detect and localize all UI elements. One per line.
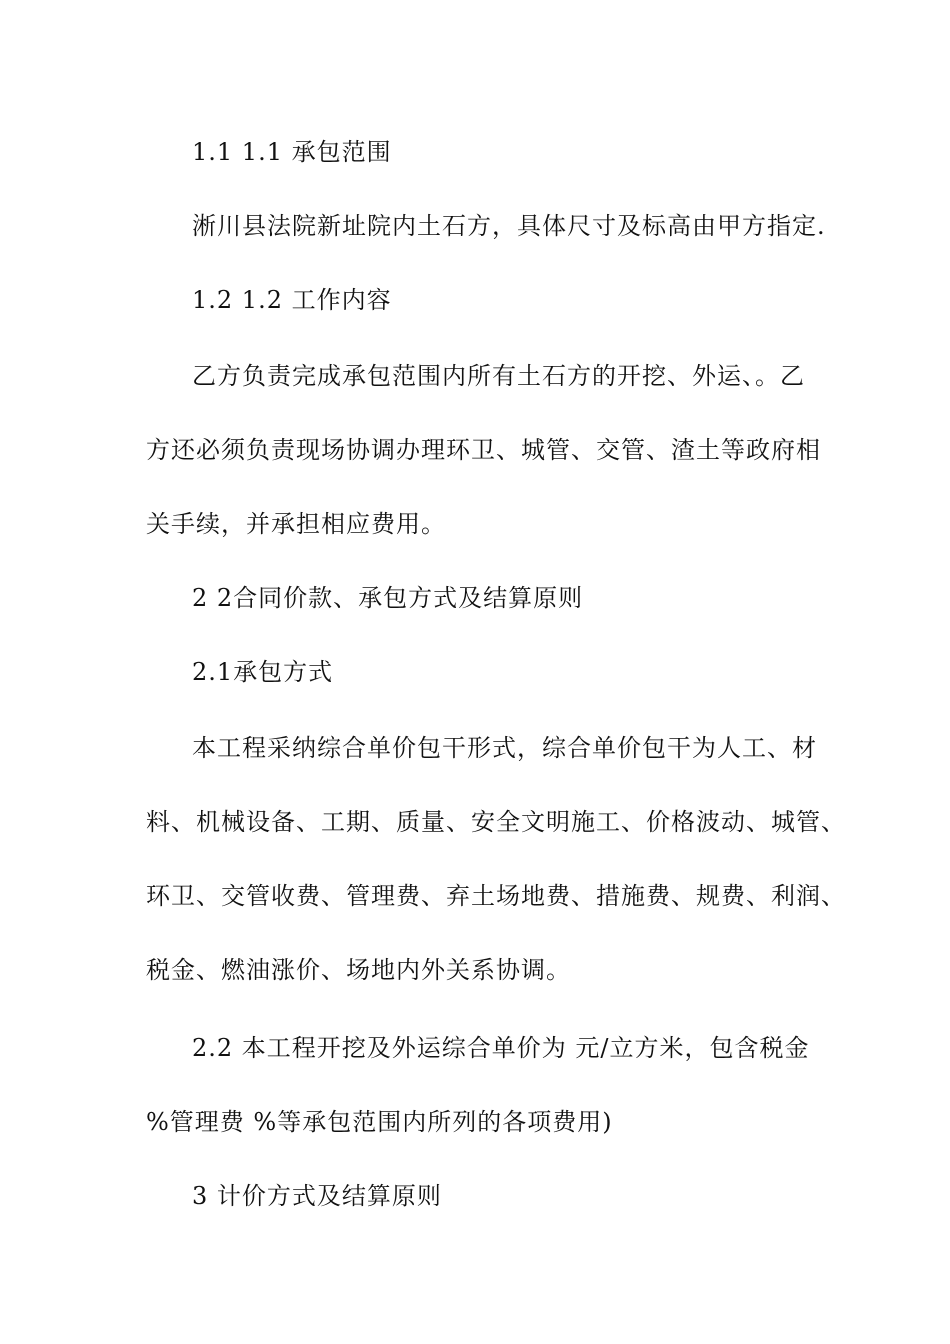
section-heading-2: 2 2合同价款、承包方式及结算原则 (192, 584, 584, 612)
paragraph-line: 淅川县法院新址院内土石方，具体尺寸及标高由甲方指定. (192, 212, 826, 240)
paragraph-line: 2.2 本工程开挖及外运综合单价为 元/立方米，包含税金 (192, 1034, 810, 1062)
paragraph-line: %管理费 %等承包范围内所列的各项费用) (146, 1108, 613, 1136)
paragraph-line: 方还必须负责现场协调办理环卫、城管、交管、渣土等政府相 (146, 436, 821, 464)
paragraph-line: 税金、燃油涨价、场地内外关系协调。 (146, 956, 571, 984)
paragraph-line: 乙方负责完成承包范围内所有土石方的开挖、外运、。乙 (192, 362, 805, 390)
section-heading-2-1: 2.1承包方式 (192, 658, 334, 686)
section-heading-3: 3 计价方式及结算原则 (192, 1182, 442, 1210)
paragraph-line: 关手续，并承担相应费用。 (146, 510, 446, 538)
paragraph-line: 料、机械设备、工期、质量、安全文明施工、价格波动、城管、 (146, 808, 846, 836)
paragraph-line: 环卫、交管收费、管理费、弃土场地费、措施费、规费、利润、 (146, 882, 846, 910)
paragraph-line: 本工程采纳综合单价包干形式，综合单价包干为人工、材 (192, 734, 817, 762)
section-heading-1-1: 1.1 1.1 承包范围 (192, 138, 392, 166)
section-heading-1-2: 1.2 1.2 工作内容 (192, 286, 392, 314)
